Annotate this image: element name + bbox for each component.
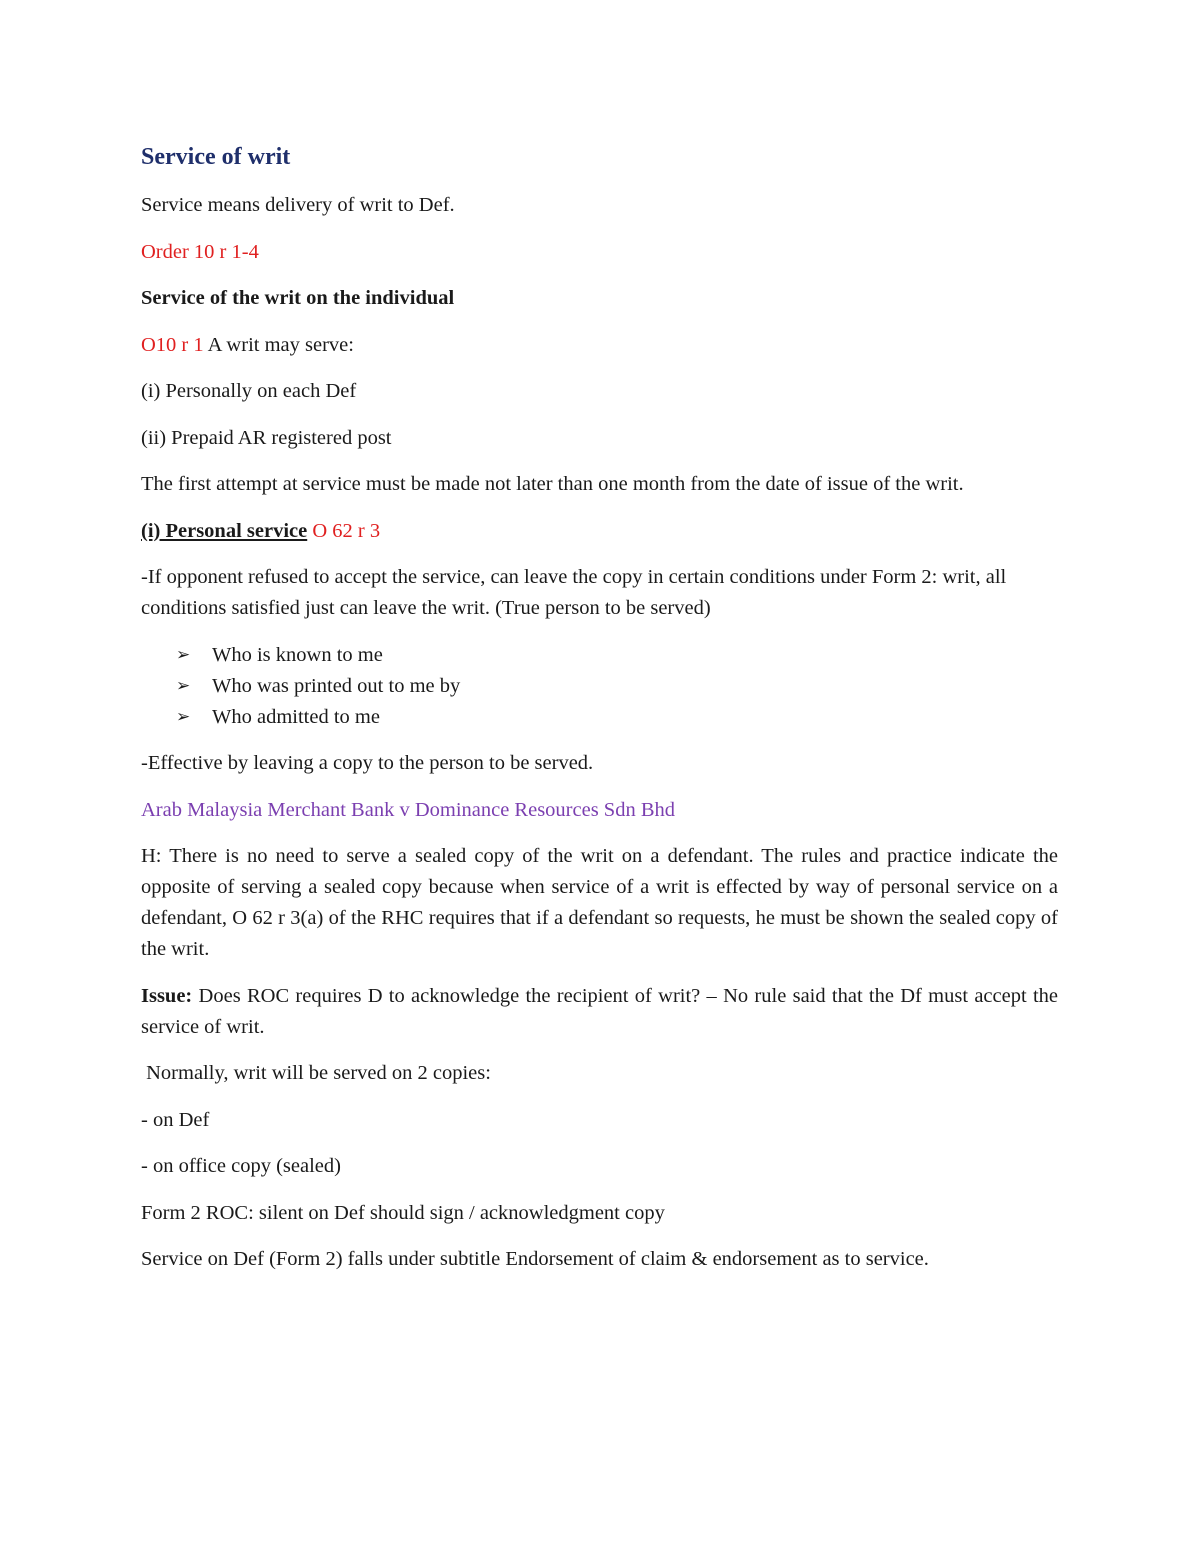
personal-service-heading — [141, 516, 1058, 547]
service-on-def-paragraph: Service on Def (Form 2) falls under subtitle Endorsement of claim & endorsement as to service. — [141, 1248, 929, 1270]
rule-reference: O10 r 1 — [141, 333, 204, 356]
rule-paragraph — [141, 330, 1058, 361]
refused-paragraph: -If opponent refused to accept the service, can leave the copy in certain conditions under Form 2: writ, all conditions satisfied just can leave the writ. (True person to be served) — [141, 566, 1007, 619]
definition-paragraph: Service means delivery of writ to Def. — [141, 194, 455, 216]
list-item — [141, 640, 1058, 671]
personal-service-reference: O 62 r 3 — [307, 519, 381, 542]
document-page — [141, 140, 1058, 1291]
issue-paragraph — [141, 981, 1058, 1043]
effective-paragraph: -Effective by leaving a copy to the person to be served. — [141, 752, 594, 774]
first-attempt-paragraph: The first attempt at service must be made not later than one month from the date of issue of the writ. — [141, 473, 964, 495]
order-reference: Order 10 r 1-4 — [141, 240, 259, 263]
page-title: Service of writ — [141, 144, 291, 170]
arrowhead-icon: ➢ — [176, 706, 191, 727]
form2-paragraph: Form 2 ROC: silent on Def should sign / acknowledgment copy — [141, 1201, 665, 1224]
arrowhead-icon: ➢ — [176, 644, 191, 665]
conditions-list — [141, 640, 1058, 733]
copy-def: - on Def — [141, 1108, 210, 1131]
list-item — [141, 702, 1058, 733]
list-item-text: Who admitted to me — [212, 705, 380, 728]
arrowhead-icon: ➢ — [176, 675, 191, 696]
case-name: Arab Malaysia Merchant Bank v Dominance Resources Sdn Bhd — [141, 798, 676, 821]
rule-text: A writ may serve: — [203, 333, 354, 356]
holding-paragraph: H: There is no need to serve a sealed copy of the writ on a defendant. The rules and practice indicate the opposite of serving a sealed copy because when service of a writ is effected by way of personal service on a defendant, O 62 r 3(a) of the RHC requires that if a defendant so requests, he must be shown the sealed copy of the writ. — [141, 845, 1058, 960]
list-item-text: Who is known to me — [212, 643, 383, 666]
list-item-text: Who was printed out to me by — [212, 674, 461, 697]
normally-paragraph: Normally, writ will be served on 2 copies: — [141, 1062, 491, 1084]
subheading-individual: Service of the writ on the individual — [141, 287, 455, 309]
personal-service-label: (i) Personal service — [141, 519, 308, 542]
method-post: (ii) Prepaid AR registered post — [141, 426, 392, 449]
list-item — [141, 671, 1058, 702]
issue-text: Does ROC requires D to acknowledge the recipient of writ? – No rule said that the Df must accept the service of writ. — [141, 984, 1058, 1038]
method-personal: (i) Personally on each Def — [141, 380, 357, 402]
issue-label: Issue: — [141, 984, 193, 1007]
copy-office: - on office copy (sealed) — [141, 1155, 341, 1177]
